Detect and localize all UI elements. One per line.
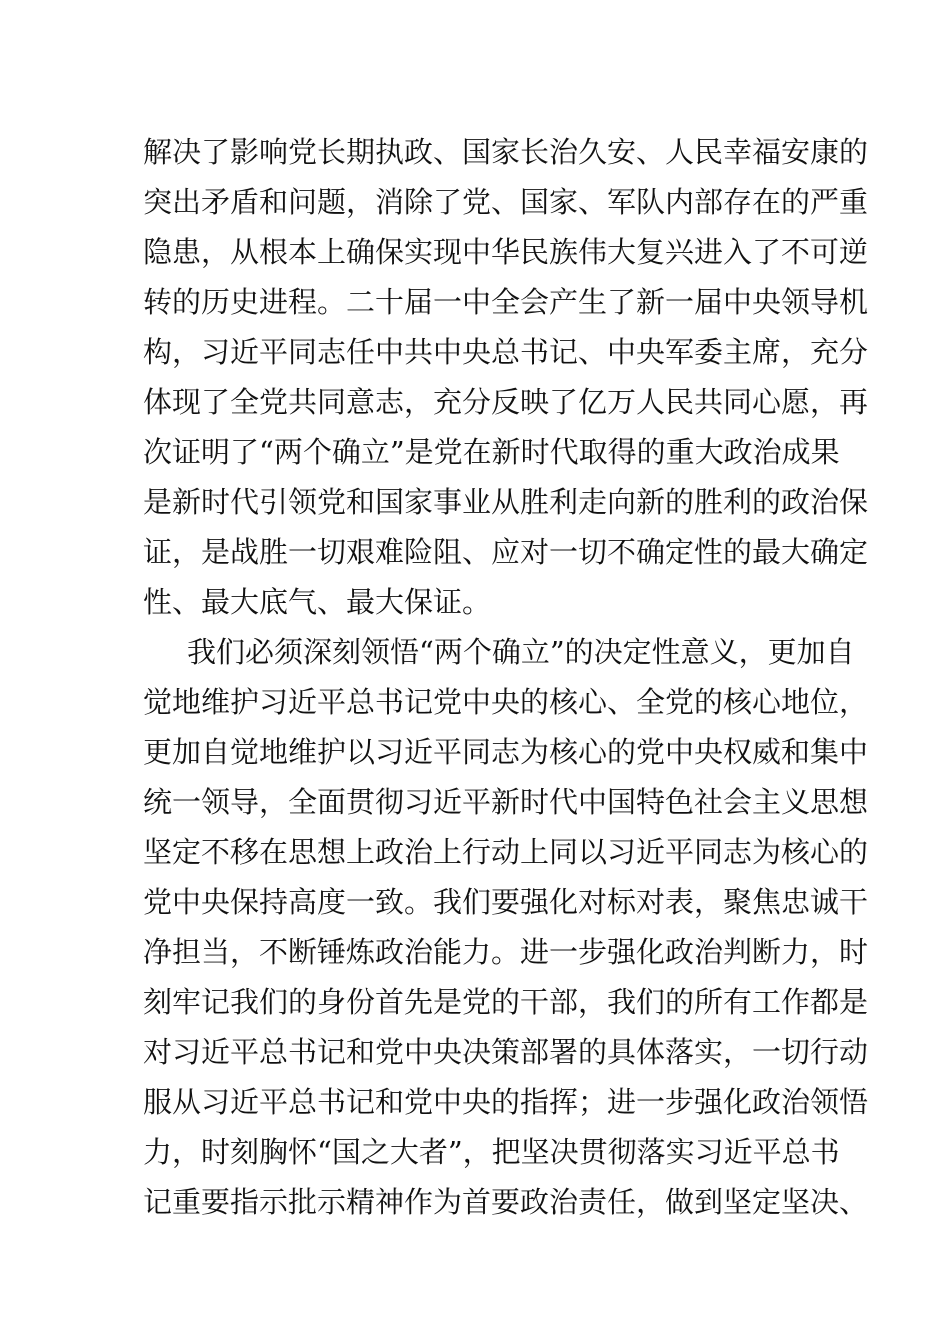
text-line: 服从习近平总书记和党中央的指挥；进一步强化政治领悟 — [143, 1085, 869, 1119]
text-line: 坚定不移在思想上政治上行动上同以习近平同志为核心的 — [143, 835, 869, 869]
text-line: 转的历史进程。二十届一中全会产生了新一届中央领导机 — [143, 285, 869, 319]
text-line: 突出矛盾和问题，消除了党、国家、军队内部存在的严重 — [143, 185, 869, 219]
text-line: 解决了影响党长期执政、国家长治久安、人民幸福安康的 — [143, 135, 869, 169]
paragraph-first-line: 我们必须深刻领悟“两个确立”的决定性意义，更加自 — [187, 635, 855, 669]
text-line: 是新时代引领党和国家事业从胜利走向新的胜利的政治保 — [143, 485, 869, 519]
text-line: 性、最大底气、最大保证。 — [143, 585, 492, 619]
text-line: 体现了全党共同意志，充分反映了亿万人民共同心愿，再 — [143, 385, 869, 419]
text-line: 构，习近平同志任中共中央总书记、中央军委主席，充分 — [143, 335, 869, 369]
text-line: 证，是战胜一切艰难险阻、应对一切不确定性的最大确定 — [143, 535, 869, 569]
text-line: 统一领导，全面贯彻习近平新时代中国特色社会主义思想 — [143, 785, 869, 819]
text-line: 次证明了“两个确立”是党在新时代取得的重大政治成果 — [143, 435, 840, 469]
text-line: 力，时刻胸怀“国之大者”，把坚决贯彻落实习近平总书 — [143, 1135, 840, 1169]
text-line: 更加自觉地维护以习近平同志为核心的党中央权威和集中 — [143, 735, 869, 769]
text-line: 觉地维护习近平总书记党中央的核心、全党的核心地位， — [143, 685, 869, 719]
text-line: 记重要指示批示精神作为首要政治责任，做到坚定坚决、 — [143, 1185, 869, 1219]
text-line: 刻牢记我们的身份首先是党的干部，我们的所有工作都是 — [143, 985, 869, 1019]
text-line: 隐患，从根本上确保实现中华民族伟大复兴进入了不可逆 — [143, 235, 869, 269]
text-line: 党中央保持高度一致。我们要强化对标对表，聚焦忠诚干 — [143, 885, 869, 919]
text-line: 净担当，不断锤炼政治能力。进一步强化政治判断力，时 — [143, 935, 869, 969]
text-line: 对习近平总书记和党中央决策部署的具体落实，一切行动 — [143, 1035, 869, 1069]
